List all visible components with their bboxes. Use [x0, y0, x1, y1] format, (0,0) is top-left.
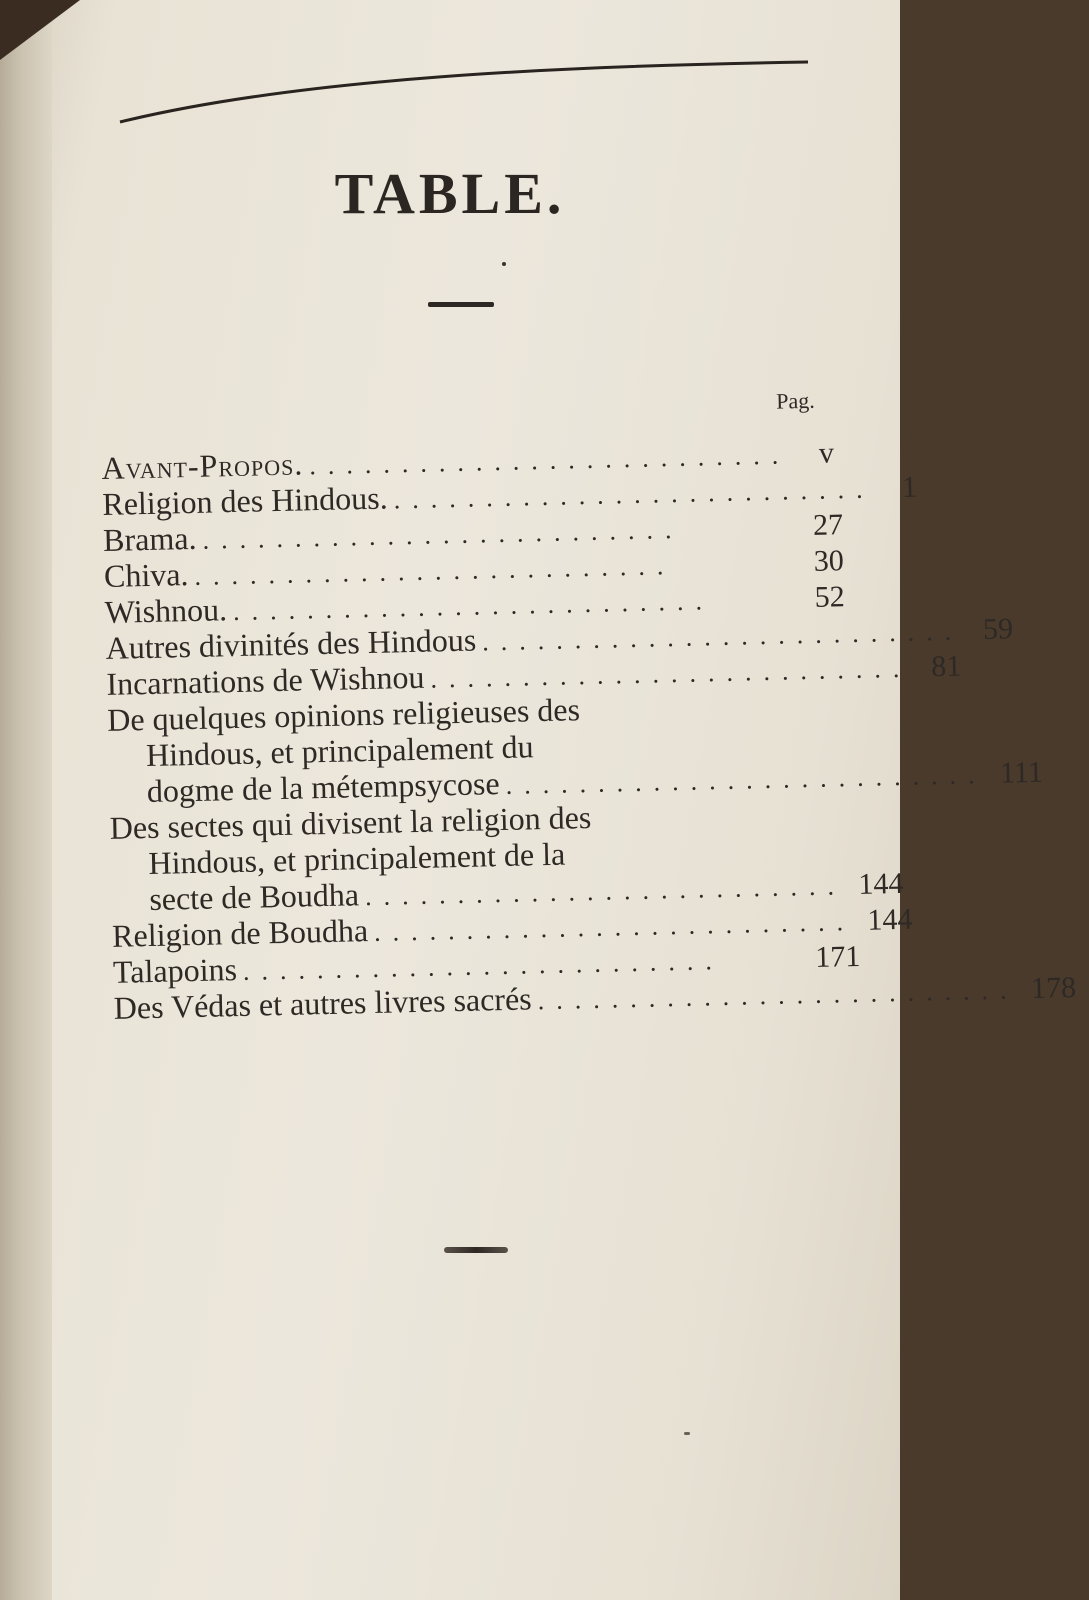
- leader-dots: ..........................: [393, 474, 875, 515]
- leader-dots: ..........................: [202, 514, 684, 555]
- toc-entry-page: v: [818, 436, 835, 470]
- page-column-label: Pag.: [775, 387, 815, 414]
- end-ornament: [444, 1247, 508, 1253]
- toc-entry-page: 1: [901, 470, 918, 504]
- leader-dots: ..........................: [194, 550, 676, 591]
- table-of-contents: [100, 383, 1077, 1026]
- leader-dots: ..........................: [505, 759, 987, 800]
- leader-dots: ..........................: [242, 945, 725, 986]
- toc-entry: [109, 793, 904, 918]
- leader-dots: ..........................: [232, 586, 715, 627]
- toc-entry-title-line: Hindous, et principalement du: [145, 728, 534, 774]
- toc-entry-title: Autres divinités des Hindous: [105, 621, 477, 666]
- toc-entry-page: 81: [930, 649, 962, 684]
- toc-entry-page: 30: [813, 544, 845, 578]
- leader-dots: ..........................: [481, 616, 964, 657]
- top-rule: [0, 0, 900, 140]
- paper-speck: [684, 1432, 690, 1435]
- toc-entry-page: 52: [814, 580, 846, 614]
- page-binding: [0, 0, 52, 1600]
- toc-entry-title-line: De quelques opinions religieuses des: [106, 691, 581, 738]
- toc-entry-title: Talapoins: [112, 951, 238, 990]
- toc-entry-title-line: dogme de la métempsycose: [146, 765, 500, 810]
- toc-entry-title-line: secte de Boudha: [148, 876, 360, 918]
- leader-dots: ..........................: [308, 440, 791, 481]
- toc-entry-title: Brama.: [102, 519, 197, 558]
- toc-entry-page: 111: [999, 755, 1044, 790]
- leader-dots: ..........................: [430, 653, 912, 694]
- toc-entry-title-line: Des sectes qui divisent la religion des: [109, 798, 592, 846]
- toc-entry-title: Religion de Boudha: [111, 912, 369, 954]
- toc-entry-title-line: Hindous, et principalement de la: [148, 835, 566, 882]
- toc-entry-title: Wishnou.: [104, 591, 228, 630]
- toc-entry-page: 59: [982, 612, 1014, 647]
- toc-entry-title: Religion des Hindous.: [101, 479, 389, 522]
- toc-entry-page: 171: [814, 939, 861, 974]
- toc-entry-title: Avant-Propos.: [101, 445, 304, 486]
- title-rule: [428, 302, 494, 307]
- toc-entry-page: 144: [858, 866, 904, 901]
- leader-dots: ..........................: [373, 907, 856, 947]
- speck-dot: [502, 262, 506, 266]
- toc-entry-page: 178: [1030, 971, 1077, 1006]
- toc-entry: [106, 685, 1044, 810]
- page-title: TABLE.: [334, 161, 566, 226]
- leader-dots: ..........................: [364, 871, 847, 912]
- toc-entry-title: Incarnations de Wishnou: [106, 658, 425, 702]
- toc-entry-page: 144: [867, 902, 913, 937]
- toc-entry-title: Chiva.: [103, 556, 189, 594]
- leader-dots: ..........................: [537, 975, 1019, 1016]
- toc-entry-title: Des Védas et autres livres sacrés: [113, 980, 533, 1026]
- toc-entry-page: 27: [812, 508, 844, 542]
